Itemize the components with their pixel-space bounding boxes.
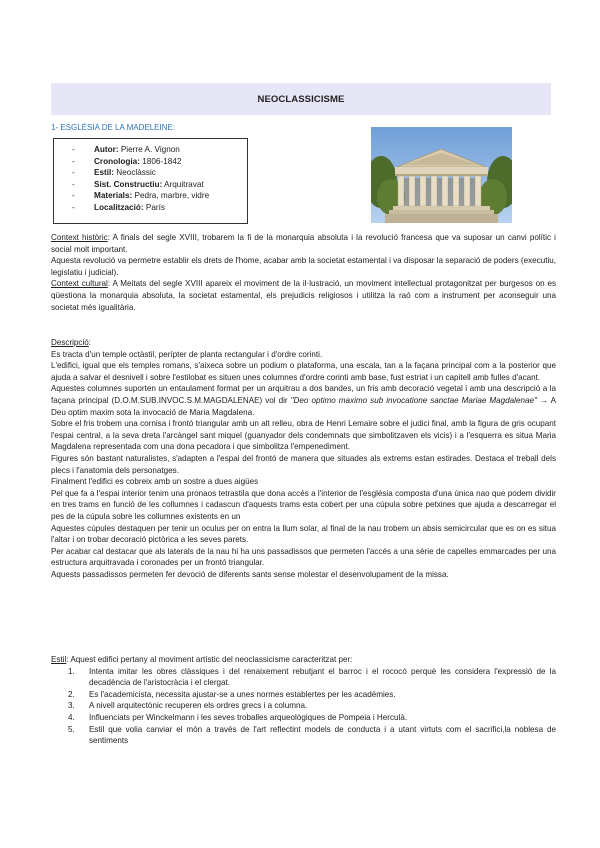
descripcio-p2: L'edifici, igual que els temples romans, s'aixeca sobre un podium o plataforma, una escala, tan a la façana principal com a la posterior que ajuda a salvar el desnivell i sobre l'estilobat es situen unes columnes d'ordre corinti amb base, fust estriat i un capitell amb fulles d'acant. <box>51 361 556 382</box>
info-item-estil: - Estil: Neoclàssic <box>72 167 247 179</box>
context-cultural: Context cultural: A Meitats del segle XVIII apareix el moviment de la il·lustració, un moviment intellectual protagonitzat per burgesos on es qüestiona la monarquia absoluta, la societat estamental, els prejudicis religiosos i utilitza la raó com a instrument per aconseguir una societat més igualitària. <box>51 279 557 312</box>
info-item-autor: - Autor: Pierre A. Vignon <box>72 144 247 156</box>
title-band <box>51 83 551 115</box>
list-item: 4. Influenciats per Winckelmann i les seves troballes arqueològiques de Pompeia i Herculà. <box>68 712 408 722</box>
context-historic: Context històric: A finals del segle XVIII, trobarem la fi de la monarquia absoluta i la revolució francesa que va suposar un canvi polític i social molt important. <box>51 233 556 254</box>
descripcio-p3: Aquestes columnes suporten un entaulament format per un arquitrau a dos bandes, un fris amb decoració vegetal i amb una descripció a la façana principal (D.O.M.SUB.INVOC.S.M.MAGDALENAE) vol dir "Deo optimo maximo sub invocatione sanctae Mariae Magdalenae" → A Deu optim maxim sota la invocació de Maria Magdalena. <box>51 384 556 417</box>
info-box <box>53 138 248 224</box>
page-title: NEOCLASSICISME <box>257 93 345 105</box>
list-item: 3. A nivell arquitectònic recuperen els ordres grecs i a columna. <box>68 701 308 711</box>
estil-list <box>51 666 556 747</box>
descripcio-p4: Sobre el fris trobem una cornisa i frontó triangular amb un alt relleu, obra de Henri Lemaire sobre el judici final, amb la figura de gris ocupant l'espai central, a la seva dreta l'arcàngel sant miquel (guanyador dels condemnats que simbolitzaven els vicis) i a l'esquerra es situa Maria Magdalena representada com una dona pecadora i que simbolitza l'empenediment. <box>51 419 556 452</box>
context-block <box>51 232 556 313</box>
section-heading: 1- ESGLÉSIA DE LA MADELEINE: <box>51 123 176 132</box>
descripcio-p10: Aquests passadissos permeten fer devoció de diferents sants sense molestar el desenvolupament de la missa. <box>51 569 449 579</box>
madeleine-photo <box>371 127 512 223</box>
info-item-materials: - Materials: Pedra, marbre, vidre <box>72 190 247 202</box>
list-item: 5. Estil que volia canviar el món a través de l'art reflectint models de conducta i a utant virtuts com el sacrifici,la noblesa de sentiments <box>68 724 556 746</box>
estil-block <box>51 654 556 747</box>
context-historic-2: Aquesta revolució va permetre establir els drets de l'home, acabar amb la societat estamental i va disposar la separació de poders (executiu, legislatiu i judicial). <box>51 256 556 277</box>
estil-intro: Estil: Aquest edifici pertany al moviment artístic del neoclassicisme caracteritzat per: <box>51 655 353 664</box>
descripcio-p5: Figures són bastant naturalistes, s'adapten a l'espai del frontó de manera que situades als extrems estan estirades. Destaca el treball dels plecs i l'anatomia dels personatges. <box>51 453 556 475</box>
descripcio-heading: Descripció: <box>51 338 92 347</box>
info-item-localitzacio: - Localització: París <box>72 202 247 214</box>
info-item-sistema: - Sist. Constructiu: Arquitravat <box>72 179 247 191</box>
descripcio-block <box>51 337 556 580</box>
list-item: 2. Es l'academicista, necessita ajustar-se a unes normes establertes per les acadèmies. <box>68 689 396 699</box>
descripcio-p6: Finalment l'edifici es cobreix amb un sostre a dues aigües <box>51 477 259 487</box>
list-item: 1. Intenta imitar les obres clàssiques i del renaixement rebutjant el barroc i el rococó perquè les considera l'expressió de la decadència de l'aristocràcia i el clergat. <box>68 666 556 688</box>
descripcio-p8: Aquestes cúpules destaquen per tenir un oculus per on entra la llum solar, al final de la nau trobem un absis semicircular que es on es situa l'altar i on trobar decoració pictòrica a les seves parets. <box>51 523 556 545</box>
descripcio-p1: Es tracta d'un temple octàstil, perípter de planta rectangular i d'ordre corinti. <box>51 349 323 359</box>
info-item-cronologia: - Cronologia: 1806-1842 <box>72 156 247 168</box>
descripcio-p9: Per acabar cal destacar que als laterals de la nau hi ha uns passadissos que permeten l'accés a una sèrie de capelles emmarcades per una estructura arquitravada i coronades per un frontó triangular. <box>51 546 556 568</box>
descripcio-p7: Pel que fa a l'espai interior tenim una pronaos tetrastila que dona accés a l'interior de l'església composta d'una única nao que podem dividir en tres trams en funció de les collumnes i cadascun d'aquests trams esta cobert per una cúpula sobre petxines que ajuda a descarregar el pes de la cúpula sobre les collumnes existents en un <box>51 488 556 521</box>
